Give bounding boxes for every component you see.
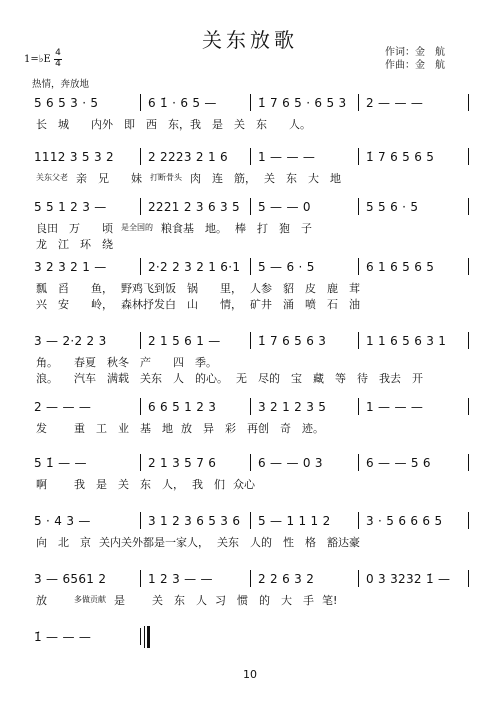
measure: 3 2 1 2 3 5 — [258, 400, 327, 414]
bar-line — [468, 398, 469, 415]
bar-line — [468, 148, 469, 165]
measure: 5 5 6 · 5 — [366, 200, 419, 214]
lyric-fragment: 多做贡献 — [74, 595, 106, 604]
bar-line — [250, 148, 251, 165]
music-system — [28, 452, 468, 512]
lyric-line — [28, 296, 468, 312]
measure: 3 — 6561 2 — [34, 572, 107, 586]
lyric-fragment: 向 北 京 — [36, 536, 91, 549]
measure: 1̇ 7 6 5 · 6 5 3 — [258, 96, 347, 110]
lyric-fragment: 关 东 大 地 — [264, 172, 341, 185]
music-system — [28, 92, 468, 152]
measure: 5 — 1 1 1 2 — [258, 514, 331, 528]
notes-row — [28, 510, 468, 532]
bar-line — [140, 570, 141, 587]
bar-line — [140, 454, 141, 471]
measure: 5 1̇ — — — [34, 456, 87, 470]
music-system — [28, 330, 468, 390]
measure: 1̇ — — — — [34, 630, 92, 644]
bar-line — [250, 94, 251, 111]
lyric-fragment: 啊 — [36, 478, 47, 491]
measure: 0 3 3232 1̇ — — [366, 572, 451, 586]
measure: 6 6 5 1 2 3 — [148, 400, 217, 414]
lyric-fragment: 习 惯 的 大 手 — [215, 594, 314, 607]
bar-line — [140, 398, 141, 415]
lyric-fragment: 角。 — [36, 356, 58, 369]
measure: 5 6 5 3 · 5 — [34, 96, 99, 110]
lyric-fragment: 汽车 满载 关东 人 的心。 — [74, 372, 228, 385]
final-bar-thick — [147, 626, 150, 648]
bar-line — [250, 332, 251, 349]
notes-row — [28, 256, 468, 278]
lyric-fragment: 笔! — [322, 594, 338, 607]
lyric-line — [28, 534, 468, 550]
measure: 5 · 4 3 — — [34, 514, 91, 528]
lyric-fragment: 长 城 内外 即 西 东，我 是 关 东 人。 — [36, 118, 311, 131]
time-bottom: 4 — [55, 59, 61, 69]
bar-line — [250, 512, 251, 529]
bar-line — [140, 94, 141, 111]
notes-row — [28, 92, 468, 114]
bar-line — [358, 258, 359, 275]
lyric-fragment: 肉 连 筋， — [190, 172, 256, 185]
measure: 5 — — 0 — [258, 200, 311, 214]
lyric-fragment: 粮食基 地。 — [161, 222, 227, 235]
lyric-fragment: 矿井 涌 喷 石 油 — [250, 298, 360, 311]
bar-line — [140, 258, 141, 275]
lyric-fragment: 放 异 彩 再创 奇 迹。 — [181, 422, 324, 435]
tempo-marking: 热情，奔放地 — [32, 79, 90, 90]
page-number: 10 — [243, 668, 257, 681]
lyric-fragment: 众心 — [233, 478, 255, 491]
lyric-line — [28, 354, 468, 370]
lyricist-credit: 作词：金 航 — [385, 47, 445, 58]
lyric-fragment: 亲 兄 妹 — [76, 172, 142, 185]
measure: 2221 2 3 6 3 5 — [148, 200, 240, 214]
bar-line — [468, 258, 469, 275]
measure: 2 1 5 6 1 — — [148, 334, 221, 348]
notes-row — [28, 196, 468, 218]
lyric-fragment: 良田 万 顷 — [36, 222, 113, 235]
key-signature: 1=♭E — [24, 54, 51, 65]
lyric-fragment: 关内关外都是一家人， — [99, 536, 209, 549]
notes-row — [28, 330, 468, 352]
lyric-fragment: 关东 人的 性 格 豁达豪 — [217, 536, 360, 549]
music-system — [28, 196, 468, 256]
bar-line — [358, 94, 359, 111]
measure: 2 2223 2 1 6 — [148, 150, 228, 164]
measure: 3 2 3 2 1 — — [34, 260, 107, 274]
lyric-fragment: 龙 江 环 绕 — [36, 238, 113, 251]
measure: 6 — — 0 3 — [258, 456, 323, 470]
lyric-line — [28, 420, 468, 436]
lyric-fragment: 瓢 舀 鱼， — [36, 282, 113, 295]
bar-line — [140, 628, 141, 645]
lyric-fragment: 我 是 关 东 人， — [74, 478, 184, 491]
music-system — [28, 568, 468, 628]
bar-line — [468, 332, 469, 349]
bar-line — [250, 570, 251, 587]
notes-row — [28, 146, 468, 168]
lyric-fragment: 关 东 人 — [152, 594, 207, 607]
measure: 6 1̇ · 6 5 — — [148, 96, 217, 110]
lyric-fragment: 春夏 秋冬 产 四 季。 — [74, 356, 217, 369]
measure: 1̇ 7 6 5 6 3 — [258, 334, 327, 348]
lyric-fragment: 棒 打 狍 子 — [235, 222, 312, 235]
lyric-line — [28, 170, 468, 186]
lyric-line — [28, 476, 468, 492]
lyric-fragment: 是全国的 — [121, 223, 153, 232]
bar-line — [468, 94, 469, 111]
lyric-fragment: 浪。 — [36, 372, 58, 385]
lyric-fragment: 关东父老 — [36, 173, 68, 182]
measure: 3 — 2·2 2 3 — [34, 334, 107, 348]
notes-row — [28, 396, 468, 418]
measure: 5 — 6 · 5 — [258, 260, 315, 274]
composer-credit: 作曲：金 航 — [385, 60, 445, 71]
measure: 1 2 3 — — — [148, 572, 213, 586]
bar-line — [358, 570, 359, 587]
bar-line — [358, 398, 359, 415]
music-system — [28, 396, 468, 456]
bar-line — [140, 148, 141, 165]
lyric-fragment: 我 们 — [192, 478, 225, 491]
measure: 1 — — — — [258, 150, 316, 164]
measure: 2·2 2 3 2 1 6·1 — [148, 260, 241, 274]
lyric-fragment: 打断骨头 — [150, 173, 182, 182]
lyric-fragment: 兴 安 岭， — [36, 298, 113, 311]
bar-line — [250, 454, 251, 471]
bar-line — [468, 512, 469, 529]
measure: 2 — — — — [366, 96, 424, 110]
lyric-fragment: 发 — [36, 422, 47, 435]
measure: 6 — — 5 6 — [366, 456, 431, 470]
bar-line — [140, 512, 141, 529]
measure: 1 1 6 5 6 3 1 — [366, 334, 447, 348]
bar-line — [358, 454, 359, 471]
measure: 1112 3 5 3 2 — [34, 150, 114, 164]
bar-line — [358, 512, 359, 529]
final-bar-thin — [144, 626, 145, 648]
lyric-line — [28, 220, 468, 236]
time-signature — [54, 49, 62, 69]
lyric-fragment: 人参 貂 皮 鹿 茸 — [250, 282, 360, 295]
measure: 2 2 6 3 2 — [258, 572, 315, 586]
lyric-line — [28, 370, 468, 386]
measure: 1̇ 7 6 5 6 5 — [366, 150, 435, 164]
measure: 5 5 1 2 3 — — [34, 200, 107, 214]
bar-line — [140, 332, 141, 349]
lyric-fragment: 森林抒发白 山 情， — [121, 298, 242, 311]
lyric-line — [28, 592, 468, 608]
measure: 3 1 2 3 6 5 3 6 — [148, 514, 241, 528]
bar-line — [250, 398, 251, 415]
bar-line — [358, 198, 359, 215]
bar-line — [358, 148, 359, 165]
notes-row — [28, 626, 468, 648]
bar-line — [250, 258, 251, 275]
music-system — [28, 510, 468, 570]
bar-line — [140, 198, 141, 215]
music-system — [28, 256, 468, 316]
measure: 3 · 5 6 6 6 5 — [366, 514, 443, 528]
lyric-line — [28, 236, 468, 252]
credits — [385, 46, 445, 72]
bar-line — [468, 570, 469, 587]
lyric-fragment: 野鸡飞到饭 锅 里， — [121, 282, 242, 295]
measure: 2 — — — — [34, 400, 92, 414]
lyric-fragment: 重 工 业 基 地 — [74, 422, 173, 435]
bar-line — [468, 198, 469, 215]
bar-line — [250, 198, 251, 215]
lyric-line — [28, 116, 468, 132]
notes-row — [28, 452, 468, 474]
bar-line — [358, 332, 359, 349]
time-top: 4 — [55, 48, 61, 58]
lyric-fragment: 放 — [36, 594, 47, 607]
lyric-fragment: 是 — [114, 594, 125, 607]
notes-row — [28, 568, 468, 590]
lyric-line — [28, 280, 468, 296]
lyric-fragment: 无 尽的 宝 藏 等 待 我去 开 — [236, 372, 423, 385]
measure: 2 1 3 5 7 6 — [148, 456, 217, 470]
measure: 6 1 6 5 6 5 — [366, 260, 435, 274]
measure: 1 — — — — [366, 400, 424, 414]
page-title: 关东放歌 — [202, 28, 298, 52]
bar-line — [468, 454, 469, 471]
